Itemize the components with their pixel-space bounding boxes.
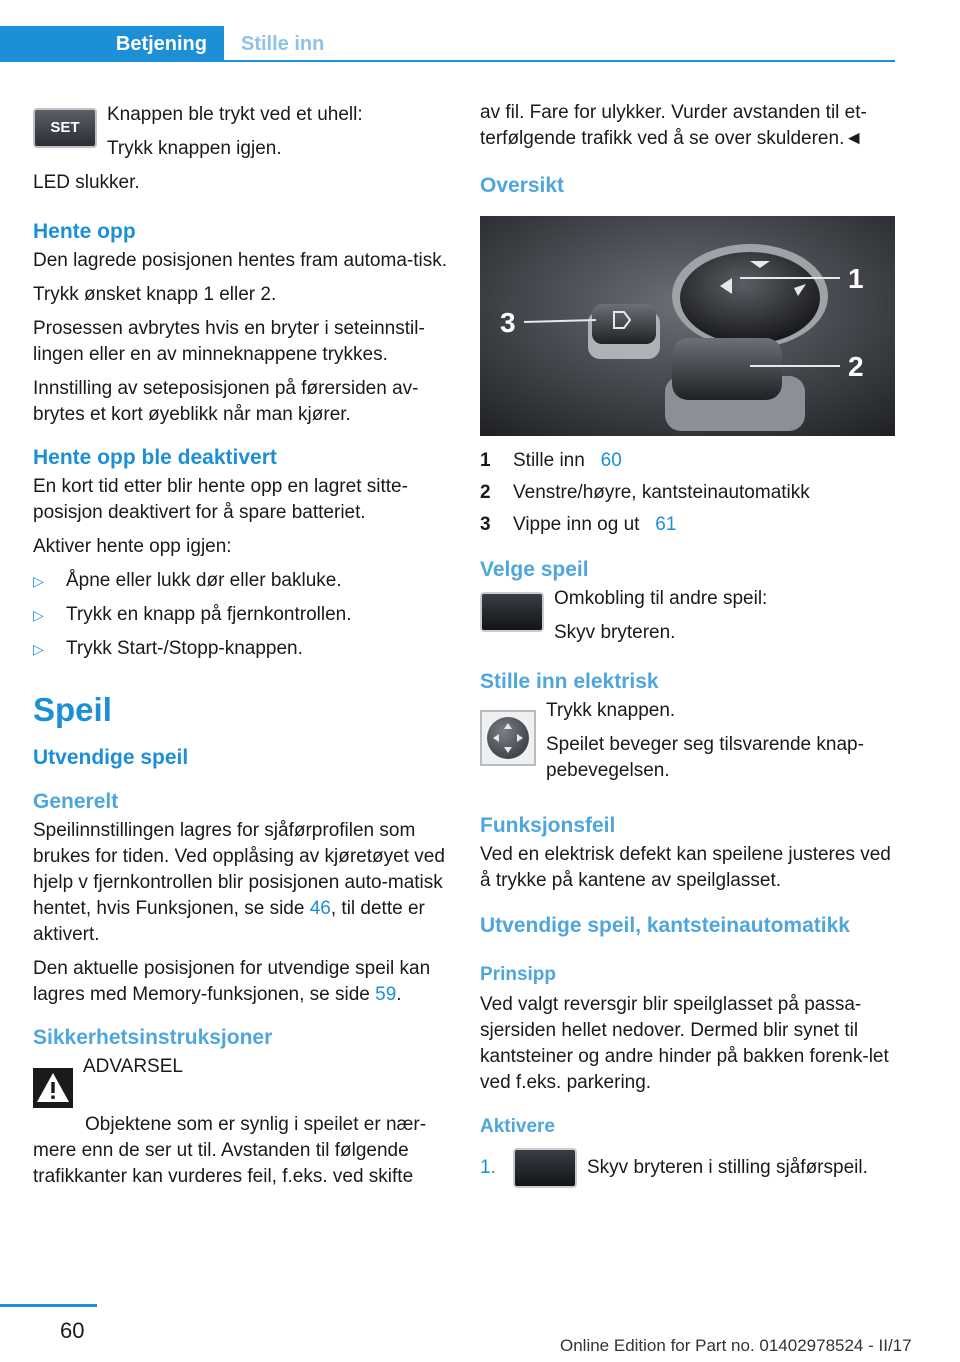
warning-title: ADVARSEL [83, 1056, 183, 1077]
triangle-bullet-icon: ▷ [33, 573, 44, 589]
heading-stille-inn-elektrisk: Stille inn elektrisk [480, 670, 659, 693]
page-link-60[interactable]: 60 [600, 450, 622, 471]
velge-p1: Omkobling til andre speil: [554, 588, 768, 609]
header-rule [224, 60, 895, 62]
velge-p2: Skyv bryteren. [554, 622, 676, 643]
generelt-p1: Speilinnstillingen lagres for sjåførprofilen som brukes for tiden. Ved opplåsing av kjøretøyet ved hjelp v fjernkontrollen blir posisjonen auto-matisk hentet, hvis Funksjonen, se side 46, til dette er aktivert. [33, 820, 445, 945]
legend-row: 2 Venstre/høyre, kantsteinautomatikk [480, 482, 810, 503]
list-item: ▷ Trykk en knapp på fjernkontrollen. [33, 602, 448, 628]
figure-label-2: 2 [848, 351, 864, 382]
triangle-bullet-icon: ▷ [33, 607, 44, 623]
set-note [33, 102, 448, 170]
page-header [0, 0, 895, 62]
generelt-p2: Den aktuelle posisjonen for utvendige speil kan lagres med Memory-funksjonen, se side 59. [33, 958, 431, 1005]
hente-p2: Trykk ønsket knapp 1 eller 2. [33, 284, 277, 305]
heading-utvendige-speil: Utvendige speil [33, 746, 189, 769]
heading-generelt: Generelt [33, 790, 119, 813]
triangle-bullet-icon: ▷ [33, 641, 44, 657]
deakt-p1: En kort tid etter blir hente opp en lagret sitte-posisjon deaktivert for å spare batteriet. [33, 476, 408, 523]
velge-block [480, 586, 895, 654]
left-column [33, 100, 448, 1198]
tab-betjening[interactable]: Betjening [0, 26, 224, 62]
heading-speil: Speil [33, 691, 112, 728]
list-item: ▷ Trykk Start-/Stopp-knappen. [33, 636, 448, 662]
set-text-1: Knappen ble trykt ved et uhell: [107, 104, 363, 125]
funk-p: Ved en elektrisk defekt kan speilene justeres ved å trykke på kantene av speilglasset. [480, 844, 891, 891]
mirror-switch-figure [480, 216, 895, 436]
right-column [480, 100, 895, 1196]
heading-funksjonsfeil: Funksjonsfeil [480, 814, 616, 837]
legend-row: 3 Vippe inn og ut 61 [480, 514, 677, 535]
figure-label-1: 1 [848, 263, 864, 294]
heading-oversikt: Oversikt [480, 174, 565, 197]
figure-label-3: 3 [500, 307, 516, 338]
edition-text: Online Edition for Part no. 01402978524 - II/17 [560, 1336, 912, 1355]
step-1: 1. Skyv bryteren i stilling sjåførspeil. [480, 1148, 895, 1188]
legend-row: 1 Stille inn 60 [480, 450, 622, 471]
warning-icon [33, 1054, 73, 1116]
activation-list [33, 568, 448, 662]
page-link-59[interactable]: 59 [375, 984, 397, 1005]
warning-text: Objektene som er synlig i speilet er nær-mere enn de ser ut til. Avstanden til følgende trafikkanter kan vurderes feil, f.eks. ved skifte [33, 1114, 427, 1187]
heading-hente-opp: Hente opp [33, 220, 136, 243]
heading-aktivere: Aktivere [480, 1116, 555, 1137]
footer-rule [0, 1304, 97, 1307]
heading-velge-speil: Velge speil [480, 558, 589, 581]
prinsipp-p: Ved valgt reversgir blir speilglasset på passa-sjersiden hellet nedover. Dermed blir synet til kantsteiner og andre hinder på bakken forenk-let ved f.eks. parkering. [480, 994, 889, 1093]
list-item: ▷ Åpne eller lukk dør eller bakluke. [33, 568, 448, 594]
warning-block [33, 1054, 448, 1116]
direction-pad-icon [480, 698, 536, 766]
mirror-selector-switch-icon [513, 1148, 577, 1188]
heading-kantsteinautomatikk: Utvendige speil, kantsteinautomatikk [480, 914, 850, 937]
stille-p1: Trykk knappen. [546, 700, 676, 721]
set-key-icon: SET [33, 102, 97, 148]
page-number: 60 [60, 1318, 85, 1343]
figure-legend [480, 448, 895, 538]
hente-p1: Den lagrede posisjonen hentes fram automa-tisk. [33, 250, 448, 271]
heading-sikkerhet: Sikkerhetsinstruksjoner [33, 1026, 273, 1049]
set-text-2: Trykk knappen igjen. [107, 138, 282, 159]
hente-p3: Prosessen avbrytes hvis en bryter i seteinnstil-lingen eller en av minneknappene trykkes. [33, 318, 425, 365]
tab-stille-inn[interactable]: Stille inn [241, 32, 325, 55]
stille-p2: Speilet beveger seg tilsvarende knap-pebevegelsen. [546, 734, 864, 781]
page-link-46[interactable]: 46 [309, 898, 331, 919]
heading-deaktivert: Hente opp ble deaktivert [33, 446, 277, 469]
heading-prinsipp: Prinsipp [480, 964, 557, 985]
page-link-61[interactable]: 61 [655, 514, 677, 535]
set-note-text [107, 102, 363, 170]
mirror-selector-switch-icon [480, 586, 544, 632]
continuation-text: av fil. Fare for ulykker. Vurder avstanden til et-terfølgende trafikk ved å se over skulderen.◄ [480, 102, 867, 149]
led-text: LED slukker. [33, 172, 140, 193]
deakt-p2: Aktiver hente opp igjen: [33, 536, 232, 557]
stille-block [480, 698, 895, 792]
hente-p4: Innstilling av seteposisjonen på førersiden av-brytes et kort øyeblikk når man kjører. [33, 378, 419, 425]
